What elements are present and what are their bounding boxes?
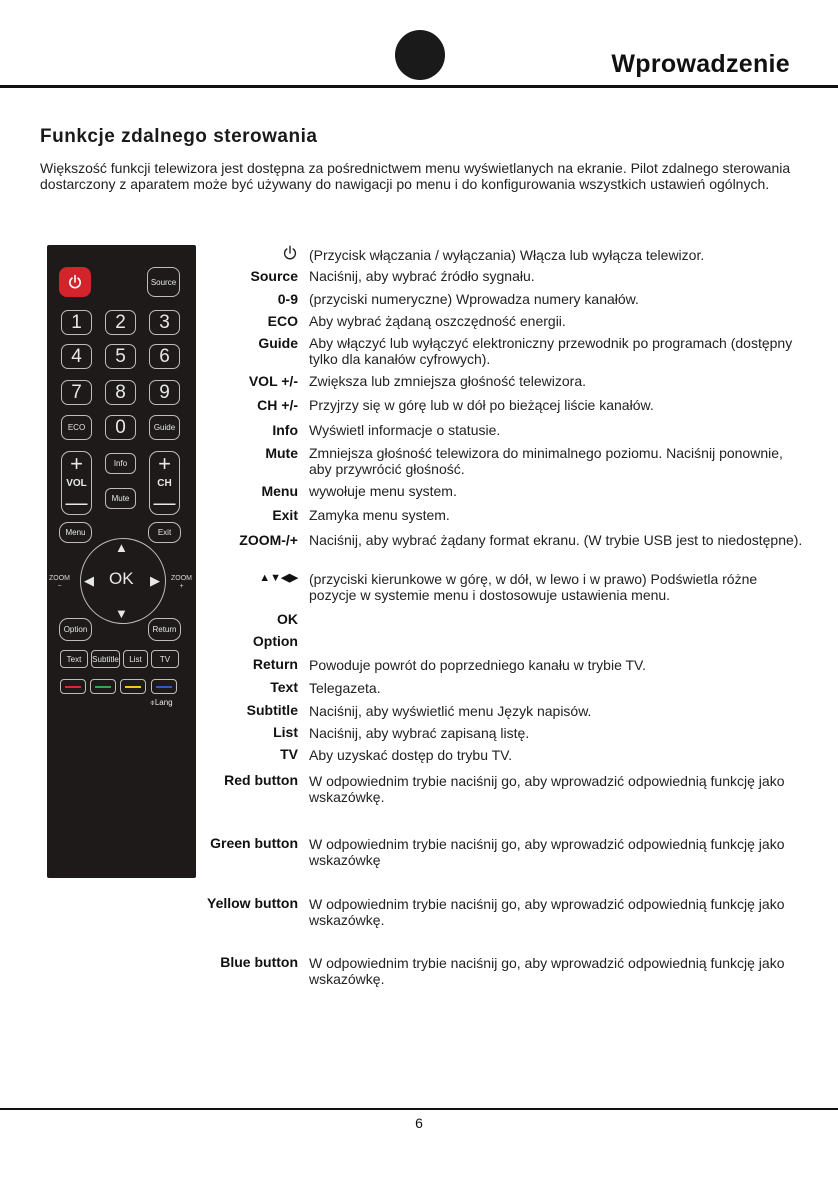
menu-label: Menu [261,483,298,499]
yellow-button-desc: W odpowiednim trybie naciśnij go, aby wprowadzić odpowiednią funkcję jako wskazówkę. [309,896,785,928]
remote-text-button: Text [60,650,88,668]
red-button-label: Red button [224,772,298,788]
red-button-desc: W odpowiednim trybie naciśnij go, aby wprowadzić odpowiednią funkcję jako wskazówkę. [309,773,785,805]
remote-digit-3: 3 [149,310,180,335]
tv-label: TV [280,746,298,762]
digits-desc: (przyciski numeryczne) Wprowadza numery kanałów. [309,291,639,307]
return-desc: Powoduje powrót do poprzedniego kanału w trybie TV. [309,657,646,673]
direction-arrows-desc: (przyciski kierunkowe w górę, w dół, w lewo i w prawo) Podświetla różne pozycje w systemie menu i dostosowuje ustawienia menu. [309,571,758,603]
direction-arrows-label: ▲▼◀▶ [259,572,298,584]
subtitle-label: Subtitle [246,702,298,718]
remote-yellow-button [120,679,146,694]
remote-ok-button: OK [109,569,134,588]
vol-desc: Zwiększa lub zmniejsza głośność telewizora. [309,373,586,389]
remote-power-button [59,267,91,297]
remote-eco-button: ECO [61,415,92,440]
vol-minus-label: — [65,490,88,515]
remote-digit-9: 9 [149,380,180,405]
intro-paragraph: Większość funkcji telewizora jest dostępna za pośrednictwem menu wyświetlanych na ekranie. Pilot zdalnego sterowania dostarczony z aparatem może być używany do nawigacji po menu i do konfigurowania wszystkich ustawień ogólnych. [40,160,791,192]
source-desc: Naciśnij, aby wybrać źródło sygnału. [309,268,535,284]
zoom-minus-text: ZOOM [49,575,70,582]
left-arrow-icon: ◀ [84,573,94,588]
ch-plus-label: + [158,451,171,476]
remote-list-button: List [123,650,148,668]
remote-info-button: Info [105,453,136,474]
ch-label: CH [157,478,172,489]
remote-green-button [90,679,116,694]
remote-source-button: Source [147,267,180,297]
ch-desc: Przyjrzy się w górę lub w dół po bieżącej liście kanałów. [309,397,654,413]
blue-button-label: Blue button [220,954,298,970]
remote-lang-label: ⌽Lang [150,698,173,707]
eco-label: ECO [267,313,298,329]
digits-label: 0-9 [277,291,298,307]
green-bar [95,686,111,688]
blue-button-desc: W odpowiednim trybie naciśnij go, aby wprowadzić odpowiednią funkcję jako wskazówkę. [309,955,785,987]
up-arrow-icon: ▲ [115,540,128,555]
option-label: Option [252,633,298,649]
exit-desc: Zamyka menu system. [309,507,450,523]
power-desc: (Przycisk włączania / wyłączania) Włącza lub wyłącza telewizor. [309,247,705,263]
text-desc: Telegazeta. [309,680,381,696]
return-label: Return [252,656,298,672]
remote-option-button: Option [59,618,92,641]
remote-zoom-plus-label [171,575,192,591]
remote-digit-8: 8 [105,380,136,405]
remote-digit-7: 7 [61,380,92,405]
remote-mute-button: Mute [105,488,136,509]
right-arrow-icon: ▶ [150,573,160,588]
remote-digit-5: 5 [105,344,136,369]
remote-blue-button [151,679,177,694]
info-label: Info [272,422,298,438]
text-label: Text [270,679,298,695]
yellow-button-label: Yellow button [207,895,298,911]
page-title: Wprowadzenie [611,50,790,78]
remote-digit-1: 1 [61,310,92,335]
ch-label: CH +/- [257,397,298,413]
tv-desc: Aby uzyskać dostęp do trybu TV. [309,747,513,763]
header-divider [0,85,838,88]
blue-bar [156,686,172,688]
mute-desc: Zmniejsza głośność telewizora do minimalnego poziomu. Naciśnij ponownie, aby przywrócić głośność. [309,445,783,477]
remote-digit-6: 6 [149,344,180,369]
remote-digit-0: 0 [105,415,136,440]
remote-digit-4: 4 [61,344,92,369]
guide-desc: Aby włączyć lub wyłączyć elektroniczny przewodnik po programach (dostępny tylko dla kanałów cyfrowych). [309,335,793,367]
power-icon [67,274,83,290]
list-label: List [273,724,298,740]
yellow-bar [125,686,141,688]
exit-label: Exit [272,507,298,523]
section-title: Funkcje zdalnego sterowania [40,126,318,147]
page-number: 6 [415,1115,423,1131]
remote-menu-button: Menu [59,522,92,543]
lang-text: Lang [154,698,173,707]
remote-control-image [47,245,196,878]
list-desc: Naciśnij, aby wybrać zapisaną listę. [309,725,530,741]
remote-zoom-minus-label [49,575,70,591]
remote-digit-2: 2 [105,310,136,335]
remote-red-button [60,679,86,694]
zoom-plus-sign: + [179,583,184,590]
header-dot [395,30,445,80]
ch-minus-label: — [153,490,176,515]
red-bar [65,686,81,688]
eco-desc: Aby wybrać żądaną oszczędność energii. [309,313,566,329]
source-label: Source [250,268,298,284]
remote-guide-button: Guide [149,415,180,440]
remote-return-button: Return [148,618,181,641]
green-button-desc: W odpowiednim trybie naciśnij go, aby wprowadzić odpowiednią funkcję jako wskazówkę [309,836,785,868]
menu-desc: wywołuje menu system. [309,483,457,499]
vol-label: VOL [66,478,87,489]
info-desc: Wyświetl informacje o statusie. [309,422,501,438]
remote-vol-rocker [61,451,92,515]
ok-label: OK [277,611,298,627]
zoom-label: ZOOM-/+ [239,532,298,548]
green-button-label: Green button [210,835,298,851]
subtitle-desc: Naciśnij, aby wyświetlić menu Język napisów. [309,703,592,719]
remote-ch-rocker [149,451,180,515]
zoom-desc: Naciśnij, aby wybrać żądany format ekranu. (W trybie USB jest to niedostępne). [309,532,803,548]
vol-plus-label: + [70,451,83,476]
mute-label: Mute [265,445,298,461]
zoom-minus-sign: − [57,583,62,590]
footer-divider [0,1108,838,1110]
vol-label: VOL +/- [248,373,298,389]
guide-label: Guide [258,335,298,351]
down-arrow-icon: ▼ [115,606,128,621]
remote-tv-button: TV [151,650,179,668]
remote-exit-button: Exit [148,522,181,543]
power-icon [282,245,298,261]
zoom-plus-text: ZOOM [171,575,192,582]
remote-subtitle-button: Subtitle [91,650,120,668]
